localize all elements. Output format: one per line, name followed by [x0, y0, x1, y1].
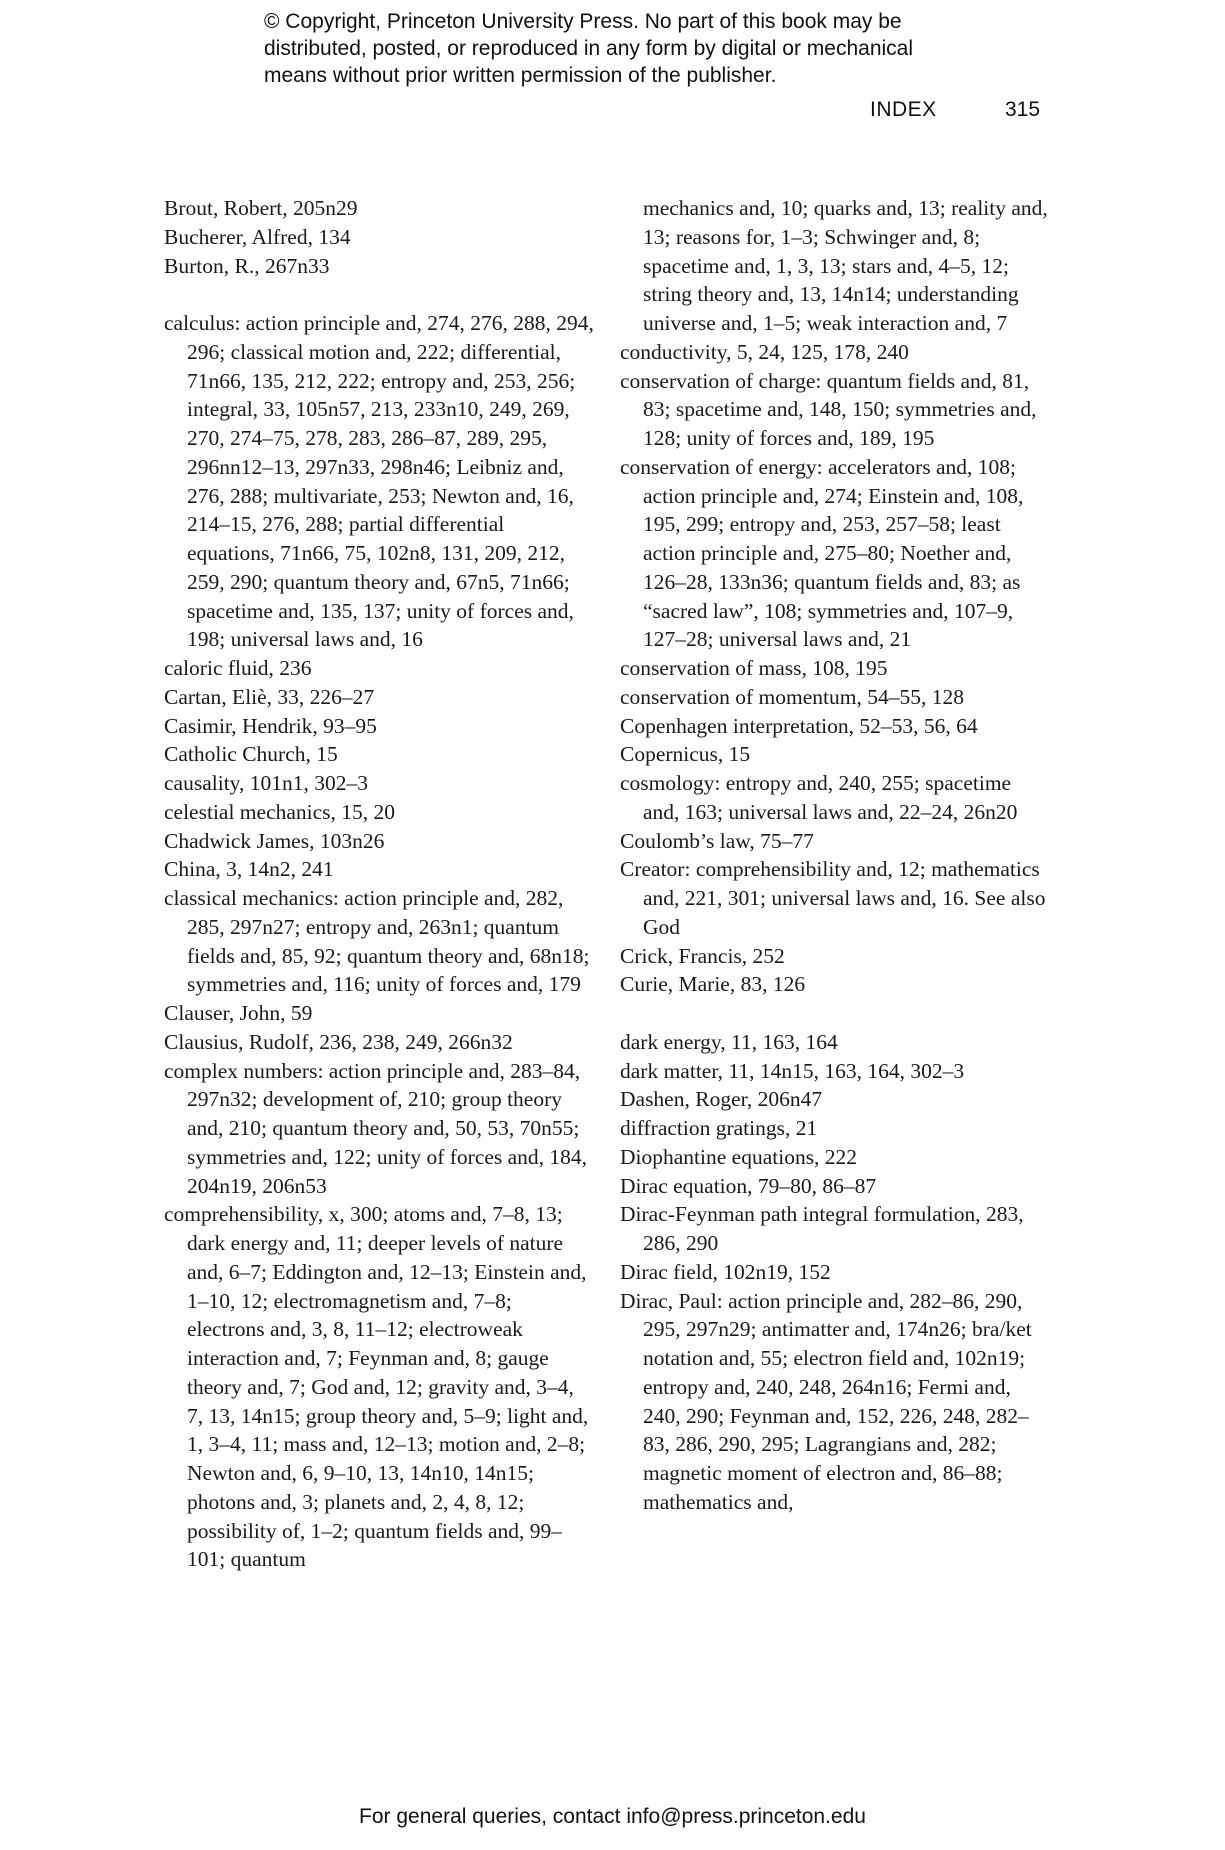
index-entry: Casimir, Hendrik, 93–95 — [164, 713, 377, 738]
index-entry: Catholic Church, 15 — [164, 742, 338, 767]
index-entry: Bucherer, Alfred, 134 — [164, 224, 351, 249]
index-entry: Clauser, John, 59 — [164, 1001, 313, 1025]
index-entry: Copernicus, 15 — [620, 742, 751, 767]
index-entry: comprehensibility, x, 300; atoms and, 7–8, 13; dark energy and, 11; deeper levels of nature and, 6–7; Eddington and, 12–13; Einstein and, 1–10, 12; electromagnetism and, 7–8; electrons and, 3, 8, 11–12; electroweak interaction and, 7; Feynman and, 8; gauge theory and, 7; God and, 12; gravity and, 3–4, 7, 13, 14n15; group theory and, 5–9; light and, 1, 3–4, 11; mass and, 12–13; motion and, 2–8; Newton and, 6, 9–10, 13, 14n10, 14n15; photons and, 3; planets and, 2, 4, 8, 12; possibility of, 1–2; quantum fields and, 99–101; quantum — [164, 1202, 589, 1572]
letter-group-gap — [620, 999, 1050, 1028]
index-entry: China, 3, 14n2, 241 — [164, 857, 334, 882]
index-entry: Coulomb’s law, 75–77 — [620, 828, 814, 853]
index-entry: calculus: action principle and, 274, 276, 288, 294, 296; classical motion and, 222; differential, 71n66, 135, 212, 222; entropy and, 253, 256; integral, 33, 105n57, 213, 233n10, 249, 269, 270, 274–75, 278, 283, 286–87, 289, 295, 296nn12–13, 297n33, 298n46; Leibniz and, 276, 288; multivariate, 253; Newton and, 16, 214–15, 276, 288; partial differential equations, 71n66, 75, 102n8, 131, 209, 212, 259, 290; quantum theory and, 67n5, 71n66; spacetime and, 135, 137; unity of forces and, 198; universal laws and, 16 — [164, 311, 594, 652]
index-entry: Curie, Marie, 83, 126 — [620, 972, 806, 997]
index-entry: Dirac equation, 79–80, 86–87 — [620, 1173, 877, 1198]
index-entry: Chadwick James, 103n26 — [164, 828, 385, 853]
index-entry: Burton, R., 267n33 — [164, 253, 330, 278]
index-entry: Clausius, Rudolf, 236, 238, 249, 266n32 — [164, 1029, 513, 1054]
index-entry: cosmology: entropy and, 240, 255; spacetime and, 163; universal laws and, 22–24, 26n20 — [620, 771, 1018, 824]
index-entry: conservation of charge: quantum fields and, 81, 83; spacetime and, 148, 150; symmetries and, 128; unity of forces and, 189, 195 — [620, 368, 1037, 450]
copyright-notice — [264, 8, 1024, 89]
index-entry: caloric fluid, 236 — [164, 656, 312, 680]
copyright-line-3: means without prior written permission of the publisher. — [264, 64, 777, 87]
index-entry-continued: mechanics and, 10; quarks and, 13; reality and, 13; reasons for, 1–3; Schwinger and, 8; spacetime and, 1, 3, 13; stars and, 4–5, 12; string theory and, 13, 14n14; understanding universe and, 1–5; weak interaction and, 7 — [643, 196, 1048, 335]
index-entry: Dirac, Paul: action principle and, 282–86, 290, 295, 297n29; antimatter and, 174n26; bra/ket notation and, 55; electron field and, 102n19; entropy and, 240, 248, 264n16; Fermi and, 240, 290; Feynman and, 152, 226, 248, 282–83, 286, 290, 295; Lagrangians and, 282; magnetic moment of electron and, 86–88; mathematics and, — [620, 1288, 1032, 1514]
index-entry: Dirac-Feynman path integral formulation, 283, 286, 290 — [620, 1202, 1024, 1255]
index-column-right — [620, 194, 1050, 1517]
index-entry: conservation of momentum, 54–55, 128 — [620, 684, 964, 709]
index-entry: causality, 101n1, 302–3 — [164, 771, 369, 795]
footer-contact: For general queries, contact info@press.princeton.edu — [359, 1805, 866, 1828]
index-entry: Diophantine equations, 222 — [620, 1144, 858, 1169]
index-entry: complex numbers: action principle and, 283–84, 297n32; development of, 210; group theory and, 210; quantum theory and, 50, 53, 70n55; symmetries and, 122; unity of forces and, 184, 204n19, 206n53 — [164, 1058, 588, 1198]
index-entry: Creator: comprehensibility and, 12; mathematics and, 221, 301; universal laws and, 16. See also God — [620, 857, 1046, 939]
letter-group-gap — [164, 280, 594, 309]
index-entry: Dashen, Roger, 206n47 — [620, 1087, 823, 1112]
index-entry: celestial mechanics, 15, 20 — [164, 799, 396, 824]
index-entry: conservation of energy: accelerators and, 108; action principle and, 274; Einstein and, 108, 195, 299; entropy and, 253, 257–58; least action principle and, 275–80; Noether and, 126–28, 133n36; quantum fields and, 83; as “sacred law”, 108; symmetries and, 107–9, 127–28; universal laws and, 21 — [620, 454, 1024, 652]
index-entry: Crick, Francis, 252 — [620, 943, 785, 968]
index-entry: diffraction gratings, 21 — [620, 1116, 818, 1140]
index-entry: conductivity, 5, 24, 125, 178, 240 — [620, 339, 909, 364]
index-column-left — [164, 194, 594, 1574]
index-entry: dark energy, 11, 163, 164 — [620, 1029, 838, 1054]
index-entry: conservation of mass, 108, 195 — [620, 656, 888, 680]
index-entry: dark matter, 11, 14n15, 163, 164, 302–3 — [620, 1058, 965, 1083]
index-entry: Cartan, Eliè, 33, 226–27 — [164, 684, 375, 709]
copyright-line-2: distributed, posted, or reproduced in any form by digital or mechanical — [264, 37, 914, 60]
copyright-line-1: © Copyright, Princeton University Press. No part of this book may be — [264, 10, 902, 33]
index-entry: Dirac field, 102n19, 152 — [620, 1259, 831, 1284]
index-entry: Copenhagen interpretation, 52–53, 56, 64 — [620, 713, 978, 738]
index-entry: classical mechanics: action principle and, 282, 285, 297n27; entropy and, 263n1; quantum fields and, 85, 92; quantum theory and, 68n18; symmetries and, 116; unity of forces and, 179 — [164, 886, 590, 997]
page-number: 315 — [1005, 98, 1041, 121]
index-entry: Brout, Robert, 205n29 — [164, 196, 358, 220]
section-title: INDEX — [870, 98, 937, 121]
